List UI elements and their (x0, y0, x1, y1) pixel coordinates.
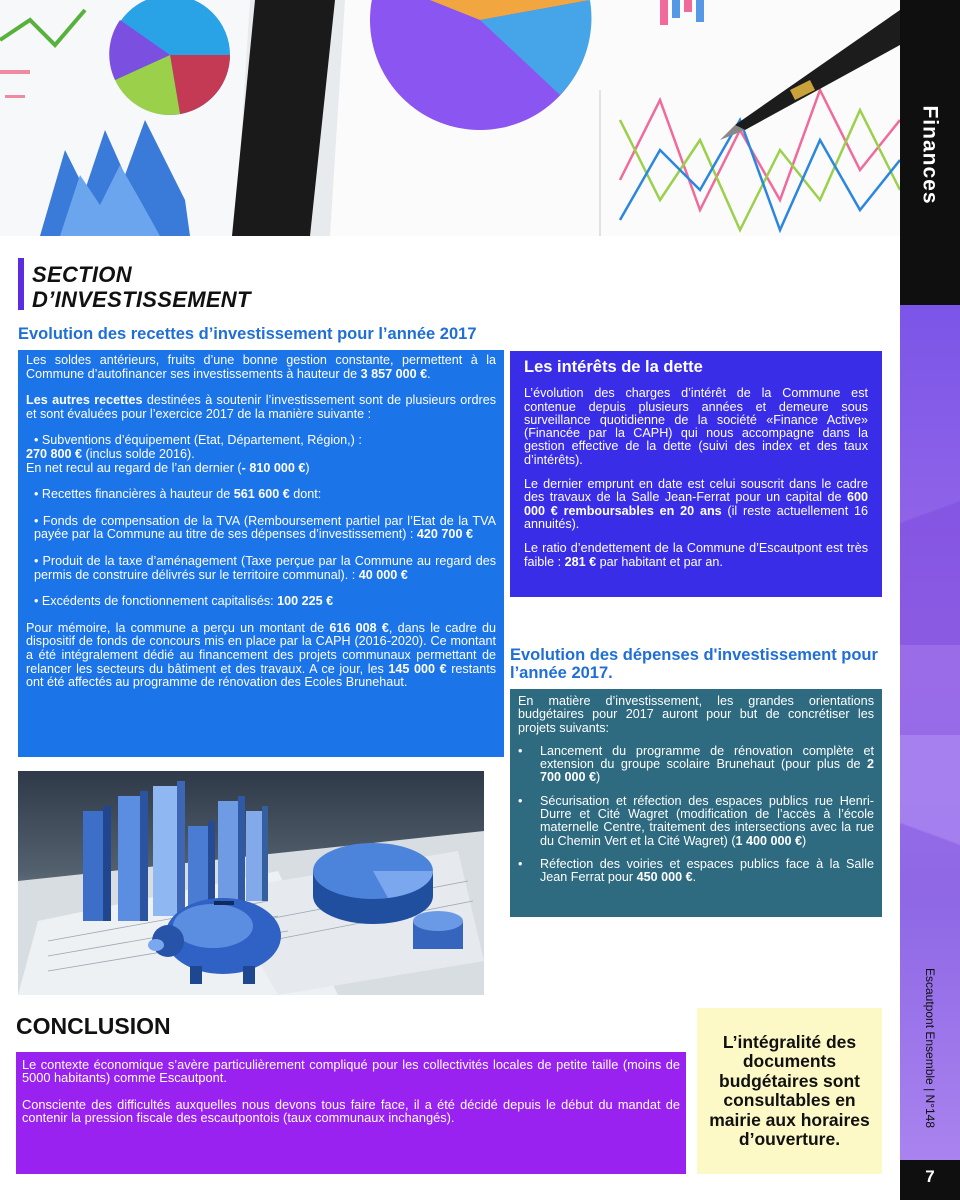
recettes-autres: Les autres recettes destinées à soutenir l’investissement sont de plusieurs ordres et sont évaluées pour l’exercice 2017 de la manière suivante : (26, 393, 496, 421)
sidebar-magazine-text: Escautpont Ensemble | N°148 (923, 967, 938, 1128)
consultation-note-text: L’intégralité des documents budgétaires sont consultables en mairie aux horaires d’ouverture. (709, 1031, 870, 1149)
depenses-box (510, 689, 882, 917)
section-title (32, 262, 251, 312)
interets-p1: L’évolution des charges d’intérêt de la Commune est contenue depuis plusieurs années et demeure sous surveillance quotidienne de la société «Finance Active» (Financée par la CAPH) qui nous accompagne dans la gestion effective de la dette (suivi des index et des taux d’intérêts). (524, 386, 868, 467)
recettes-heading: Evolution des recettes d’investissement pour l’année 2017 (18, 325, 477, 343)
section-title-line: D’INVESTISSEMENT (32, 287, 251, 312)
recettes-fctva: • Fonds de compensation de la TVA (Remboursement partiel par l’Etat de la TVA payée par la Commune au titre de ses dépenses d’investissement) : 420 700 € (34, 513, 496, 542)
page-number: 7 (925, 1167, 935, 1186)
recettes-subventions-amount: 270 800 € (inclus solde 2016). (26, 446, 195, 461)
depenses-heading: Evolution des dépenses d'investissement pour l’année 2017. (510, 646, 878, 682)
recettes-intro: Les soldes antérieurs, fruits d’une bonne gestion constante, permettent à la Commune d’autofinancer ses investissements à hauteur de 3 857 000 €. (26, 353, 496, 381)
sidebar-section-label (900, 100, 960, 210)
depenses-list (518, 745, 874, 885)
recettes-memo: Pour mémoire, la commune a perçu un montant de 616 008 €, dans le cadre du dispositif de fonds de concours mis en place par la CAPH (2016-2020). Ce montant a été intégralement dédié au financement des projets communaux permettant de relancer les secteurs du bâtiment et des travaux. A ce jour, les 145 000 € restants ont été affectés au programme de rénovation des Ecoles Brunehaut. (26, 620, 497, 690)
list-item: • Réfection des voiries et espaces publics face à la Salle Jean Ferrat pour 450 000 €. (518, 858, 874, 885)
list-item: • Sécurisation et réfection des espaces publics rue Henri-Durre et Cité Wagret (modification de l’accès à l’école maternelle Centre, traitement des intersections avec la rue du Chemin Vert et la Cité Wagret) (1 400 000 €) (518, 795, 874, 848)
conclusion-p1: Le contexte économique s’avère particulièrement compliqué pour les collectivités locales de petite taille (moins de 5000 habitants) comme Escautpont. (22, 1057, 680, 1086)
interets-box (510, 351, 882, 597)
recettes-subventions-recul: En net recul au regard de l’an dernier (- 810 000 €) (26, 460, 310, 475)
interets-p2: Le dernier emprunt en date est celui souscrit dans le cadre des travaux de la Salle Jean-Ferrat pour un capital de 600 000 € remboursables en 20 ans (il reste actuellement 16 annuités). (524, 477, 868, 531)
section-title-line: SECTION (32, 262, 132, 287)
consultation-note (697, 1008, 882, 1174)
conclusion-box (16, 1052, 686, 1174)
recettes-subventions: • Subventions d’équipement (Etat, Département, Région,) : (34, 433, 362, 448)
sidebar-section-text: Finances (919, 105, 943, 205)
recettes-box (18, 350, 504, 757)
interets-p3: Le ratio d’endettement de la Commune d’Escautpont est très faible : 281 € par habitant et par an. (524, 541, 868, 569)
sidebar-facet (900, 425, 960, 645)
conclusion-p2: Consciente des difficultés auxquelles nous devons tous faire face, il a été décidé depuis le début du mandat de contenir la pression fiscale des escautpontois (taux communaux inchangés). (22, 1096, 680, 1126)
depenses-intro: En matière d’investissement, les grandes orientations budgétaires pour 2017 auront pour but de concrétiser les projets suivants: (518, 694, 874, 735)
recettes-excedents: • Excédents de fonctionnement capitalisés: 100 225 € (34, 594, 334, 609)
interets-heading: Les intérêts de la dette (524, 358, 703, 376)
section-title-accent (18, 258, 24, 310)
recettes-taxe: • Produit de la taxe d’aménagement (Taxe perçue par la Commune au regard des permis de construire délivrés sur le territoire communal). : 40 000 € (34, 553, 496, 582)
sidebar-facet (900, 735, 960, 935)
sidebar-magazine-label (900, 955, 960, 1140)
list-item: • Lancement du programme de rénovation complète et extension du groupe scolaire Brunehaut (pour plus de 2 700 000 €) (518, 745, 874, 785)
recettes-financieres: • Recettes financières à hauteur de 561 600 € dont: (34, 487, 322, 502)
conclusion-title: CONCLUSION (16, 1013, 171, 1039)
hero-photo (0, 0, 900, 236)
finance-illustration (18, 771, 484, 995)
